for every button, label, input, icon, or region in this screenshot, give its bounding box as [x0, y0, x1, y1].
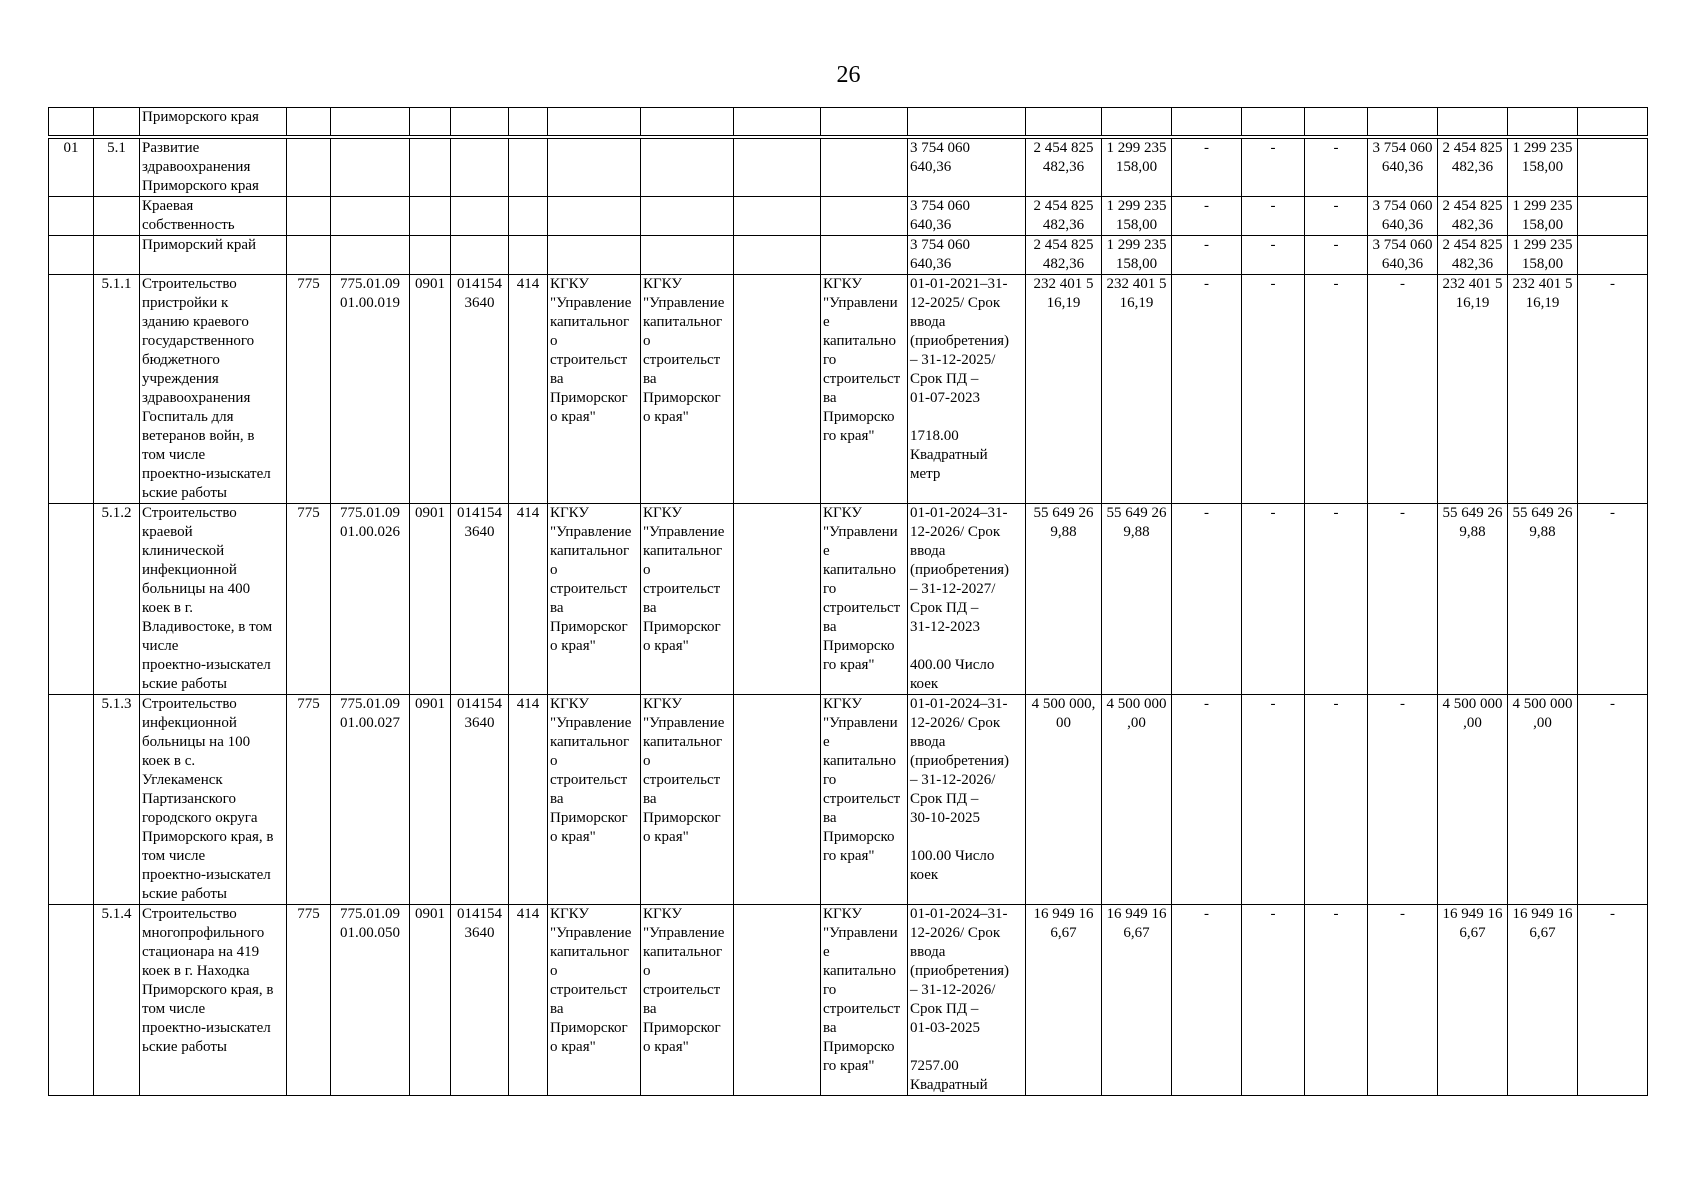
table-cell: 775: [287, 905, 331, 1096]
table-cell: 1 299 235 158,00: [1102, 139, 1172, 197]
table-cell: 014154 3640: [451, 504, 509, 695]
table-cell: 4 500 000 ,00: [1438, 695, 1508, 905]
table-cell: [49, 108, 94, 136]
table-cell: [331, 197, 410, 236]
table-cell: 5.1: [94, 139, 140, 197]
table-cell: 0901: [410, 275, 451, 504]
table-cell: [451, 236, 509, 275]
table-cell: -: [1242, 197, 1305, 236]
table-cell: [734, 275, 821, 504]
table-cell: Приморского края: [140, 108, 287, 136]
table-cell: КГКУ "Управлени е капитально го строительст ва Приморско го края": [821, 905, 908, 1096]
table-cell: 232 401 5 16,19: [1102, 275, 1172, 504]
table-cell: -: [1242, 275, 1305, 504]
table-cell: 3 754 060 640,36: [908, 197, 1026, 236]
table-cell: -: [1368, 504, 1438, 695]
table-cell: -: [1172, 275, 1242, 504]
table-cell: КГКУ "Управление капитальног о строительст ва Приморског о края": [641, 504, 734, 695]
table-cell: 0901: [410, 695, 451, 905]
table-cell: 2 454 825 482,36: [1026, 197, 1102, 236]
table-cell: [1305, 108, 1368, 136]
table-cell: [410, 197, 451, 236]
table-cell: [1508, 108, 1578, 136]
table-cell: [49, 504, 94, 695]
table-cell: -: [1368, 275, 1438, 504]
table-cell: [49, 275, 94, 504]
table-cell: 232 401 5 16,19: [1508, 275, 1578, 504]
table-cell: [49, 695, 94, 905]
table-cell: -: [1368, 905, 1438, 1096]
table-cell: [451, 108, 509, 136]
table-cell: [734, 108, 821, 136]
table-cell: 414: [509, 905, 548, 1096]
table-cell: КГКУ "Управлени е капитально го строительст ва Приморско го края": [821, 695, 908, 905]
table-cell: [1578, 139, 1648, 197]
table-cell: 775.01.09 01.00.019: [331, 275, 410, 504]
table-cell: [734, 905, 821, 1096]
table-cell: 3 754 060 640,36: [908, 139, 1026, 197]
table-cell: 1 299 235 158,00: [1508, 139, 1578, 197]
table-cell: [908, 108, 1026, 136]
table-cell: [548, 139, 641, 197]
table-cell: -: [1242, 905, 1305, 1096]
table-cell: КГКУ "Управление капитальног о строительст ва Приморског о края": [641, 905, 734, 1096]
table-cell: -: [1305, 275, 1368, 504]
table-cell: 014154 3640: [451, 695, 509, 905]
table-cell: -: [1578, 905, 1648, 1096]
table-cell: КГКУ "Управление капитальног о строительст ва Приморског о края": [548, 695, 641, 905]
budget-table: [48, 107, 1648, 1096]
table-cell: [641, 236, 734, 275]
table-cell: -: [1368, 695, 1438, 905]
table-cell: 55 649 26 9,88: [1438, 504, 1508, 695]
table-cell: 1 299 235 158,00: [1508, 236, 1578, 275]
table-cell: 014154 3640: [451, 275, 509, 504]
table-cell: [49, 236, 94, 275]
table-cell: 2 454 825 482,36: [1438, 139, 1508, 197]
table-cell: -: [1172, 695, 1242, 905]
table-cell: [1026, 108, 1102, 136]
table-cell: -: [1305, 695, 1368, 905]
table-cell: Краевая собственность: [140, 197, 287, 236]
table-cell: 014154 3640: [451, 905, 509, 1096]
table-cell: 2 454 825 482,36: [1026, 139, 1102, 197]
table-cell: 775.01.09 01.00.026: [331, 504, 410, 695]
table-cell: [331, 108, 410, 136]
table-cell: [641, 108, 734, 136]
table-cell: [49, 905, 94, 1096]
table-cell: -: [1172, 139, 1242, 197]
table-cell: Строительство многопрофильного стационара на 419 коек в г. Находка Приморского края, в том числе проектно-изыскател ьские работы: [140, 905, 287, 1096]
table-cell: 16 949 16 6,67: [1026, 905, 1102, 1096]
table-cell: [287, 108, 331, 136]
table-cell: 01: [49, 139, 94, 197]
table-cell: -: [1242, 504, 1305, 695]
table-row: [49, 197, 1648, 236]
table-row: [49, 275, 1648, 504]
table-cell: -: [1172, 236, 1242, 275]
table-cell: 2 454 825 482,36: [1438, 236, 1508, 275]
table-cell: 01-01-2024–31- 12-2026/ Срок ввода (приобретения) – 31-12-2026/ Срок ПД – 01-03-2025 7257.00 Квадратный: [908, 905, 1026, 1096]
table-cell: -: [1172, 905, 1242, 1096]
table-cell: 4 500 000, 00: [1026, 695, 1102, 905]
table-cell: [734, 197, 821, 236]
table-cell: [1578, 197, 1648, 236]
table-cell: 16 949 16 6,67: [1438, 905, 1508, 1096]
table-cell: 1 299 235 158,00: [1102, 236, 1172, 275]
table-cell: [331, 139, 410, 197]
table-row: [49, 139, 1648, 197]
table-row: [49, 236, 1648, 275]
table-cell: 5.1.2: [94, 504, 140, 695]
table-cell: 775: [287, 275, 331, 504]
table-cell: -: [1578, 504, 1648, 695]
table-cell: [287, 236, 331, 275]
table-cell: [1102, 108, 1172, 136]
table-cell: 16 949 16 6,67: [1102, 905, 1172, 1096]
table-cell: 1 299 235 158,00: [1102, 197, 1172, 236]
table-cell: 3 754 060 640,36: [908, 236, 1026, 275]
table-cell: 232 401 5 16,19: [1026, 275, 1102, 504]
table-cell: -: [1242, 695, 1305, 905]
table-cell: 3 754 060 640,36: [1368, 139, 1438, 197]
table-cell: Строительство инфекционной больницы на 100 коек в с. Углекаменск Партизанского городского округа Приморского края, в том числе проектно-изыскател ьские работы: [140, 695, 287, 905]
table-cell: [1172, 108, 1242, 136]
table-row: [49, 695, 1648, 905]
table-cell: [49, 197, 94, 236]
table-cell: -: [1305, 139, 1368, 197]
table-cell: [734, 695, 821, 905]
table-cell: [548, 197, 641, 236]
table-cell: 414: [509, 695, 548, 905]
table-cell: 2 454 825 482,36: [1026, 236, 1102, 275]
page-number: 26: [836, 62, 861, 88]
table-cell: 3 754 060 640,36: [1368, 197, 1438, 236]
table-cell: -: [1305, 236, 1368, 275]
table-cell: [1438, 108, 1508, 136]
table-cell: 5.1.4: [94, 905, 140, 1096]
table-cell: 3 754 060 640,36: [1368, 236, 1438, 275]
table-cell: [641, 139, 734, 197]
table-cell: 775: [287, 504, 331, 695]
table-cell: [410, 139, 451, 197]
table-cell: 775.01.09 01.00.050: [331, 905, 410, 1096]
table-row: [49, 108, 1648, 136]
table-cell: КГКУ "Управление капитальног о строительст ва Приморског о края": [641, 275, 734, 504]
table-cell: [451, 197, 509, 236]
table-cell: [410, 108, 451, 136]
table-cell: -: [1172, 197, 1242, 236]
table-cell: [821, 236, 908, 275]
table-cell: 0901: [410, 905, 451, 1096]
table-cell: [410, 236, 451, 275]
table-cell: [734, 504, 821, 695]
table-cell: 5.1.3: [94, 695, 140, 905]
table-cell: 01-01-2024–31- 12-2026/ Срок ввода (приобретения) – 31-12-2027/ Срок ПД – 31-12-2023 400.00 Число коек: [908, 504, 1026, 695]
table-cell: 2 454 825 482,36: [1438, 197, 1508, 236]
table-cell: КГКУ "Управлени е капитально го строительст ва Приморско го края": [821, 504, 908, 695]
table-cell: КГКУ "Управление капитальног о строительст ва Приморског о края": [548, 275, 641, 504]
table-cell: -: [1305, 905, 1368, 1096]
table-cell: [287, 139, 331, 197]
table-cell: Приморский край: [140, 236, 287, 275]
table-cell: 1 299 235 158,00: [1508, 197, 1578, 236]
table-cell: -: [1172, 504, 1242, 695]
table-cell: 4 500 000 ,00: [1102, 695, 1172, 905]
table-cell: [509, 108, 548, 136]
table-cell: 414: [509, 275, 548, 504]
table-cell: 16 949 16 6,67: [1508, 905, 1578, 1096]
table-cell: [548, 108, 641, 136]
table-cell: -: [1305, 197, 1368, 236]
table-cell: Строительство пристройки к зданию краевого государственного бюджетного учреждения здравоохранения Госпиталь для ветеранов войн, в том числе проектно-изыскател ьские работы: [140, 275, 287, 504]
table-cell: [94, 197, 140, 236]
table-cell: КГКУ "Управление капитальног о строительст ва Приморског о края": [641, 695, 734, 905]
table-cell: 414: [509, 504, 548, 695]
table-cell: [821, 139, 908, 197]
table-cell: 232 401 5 16,19: [1438, 275, 1508, 504]
table-cell: [509, 139, 548, 197]
table-cell: [1578, 236, 1648, 275]
table-cell: 4 500 000 ,00: [1508, 695, 1578, 905]
table-cell: [1368, 108, 1438, 136]
table-cell: [331, 236, 410, 275]
table-cell: -: [1578, 695, 1648, 905]
table-cell: КГКУ "Управление капитальног о строительст ва Приморског о края": [548, 905, 641, 1096]
table-cell: [509, 236, 548, 275]
table-cell: [1578, 108, 1648, 136]
table-cell: 55 649 26 9,88: [1508, 504, 1578, 695]
table-cell: -: [1242, 236, 1305, 275]
table-cell: [287, 197, 331, 236]
table-cell: -: [1578, 275, 1648, 504]
table-cell: [641, 197, 734, 236]
table-cell: [548, 236, 641, 275]
table-cell: [509, 197, 548, 236]
table-cell: КГКУ "Управлени е капитально го строительст ва Приморско го края": [821, 275, 908, 504]
table-cell: [1242, 108, 1305, 136]
table-cell: [734, 236, 821, 275]
table-cell: 55 649 26 9,88: [1102, 504, 1172, 695]
table-cell: [734, 139, 821, 197]
table-cell: 5.1.1: [94, 275, 140, 504]
table-cell: [821, 197, 908, 236]
table-cell: -: [1305, 504, 1368, 695]
table-cell: [94, 108, 140, 136]
table-cell: КГКУ "Управление капитальног о строительст ва Приморског о края": [548, 504, 641, 695]
table-cell: Строительство краевой клинической инфекционной больницы на 400 коек в г. Владивостоке, в том числе проектно-изыскател ьские работы: [140, 504, 287, 695]
table-cell: 0901: [410, 504, 451, 695]
table-cell: 01-01-2021–31- 12-2025/ Срок ввода (приобретения) – 31-12-2025/ Срок ПД – 01-07-2023 1718.00 Квадратный метр: [908, 275, 1026, 504]
table-cell: 775.01.09 01.00.027: [331, 695, 410, 905]
table-cell: [821, 108, 908, 136]
table-cell: [94, 236, 140, 275]
table-row: [49, 504, 1648, 695]
table-row: [49, 905, 1648, 1096]
table-cell: -: [1242, 139, 1305, 197]
table-cell: [451, 139, 509, 197]
table-cell: 775: [287, 695, 331, 905]
table-cell: 55 649 26 9,88: [1026, 504, 1102, 695]
table-cell: Развитие здравоохранения Приморского края: [140, 139, 287, 197]
table-cell: 01-01-2024–31- 12-2026/ Срок ввода (приобретения) – 31-12-2026/ Срок ПД – 30-10-2025 100.00 Число коек: [908, 695, 1026, 905]
